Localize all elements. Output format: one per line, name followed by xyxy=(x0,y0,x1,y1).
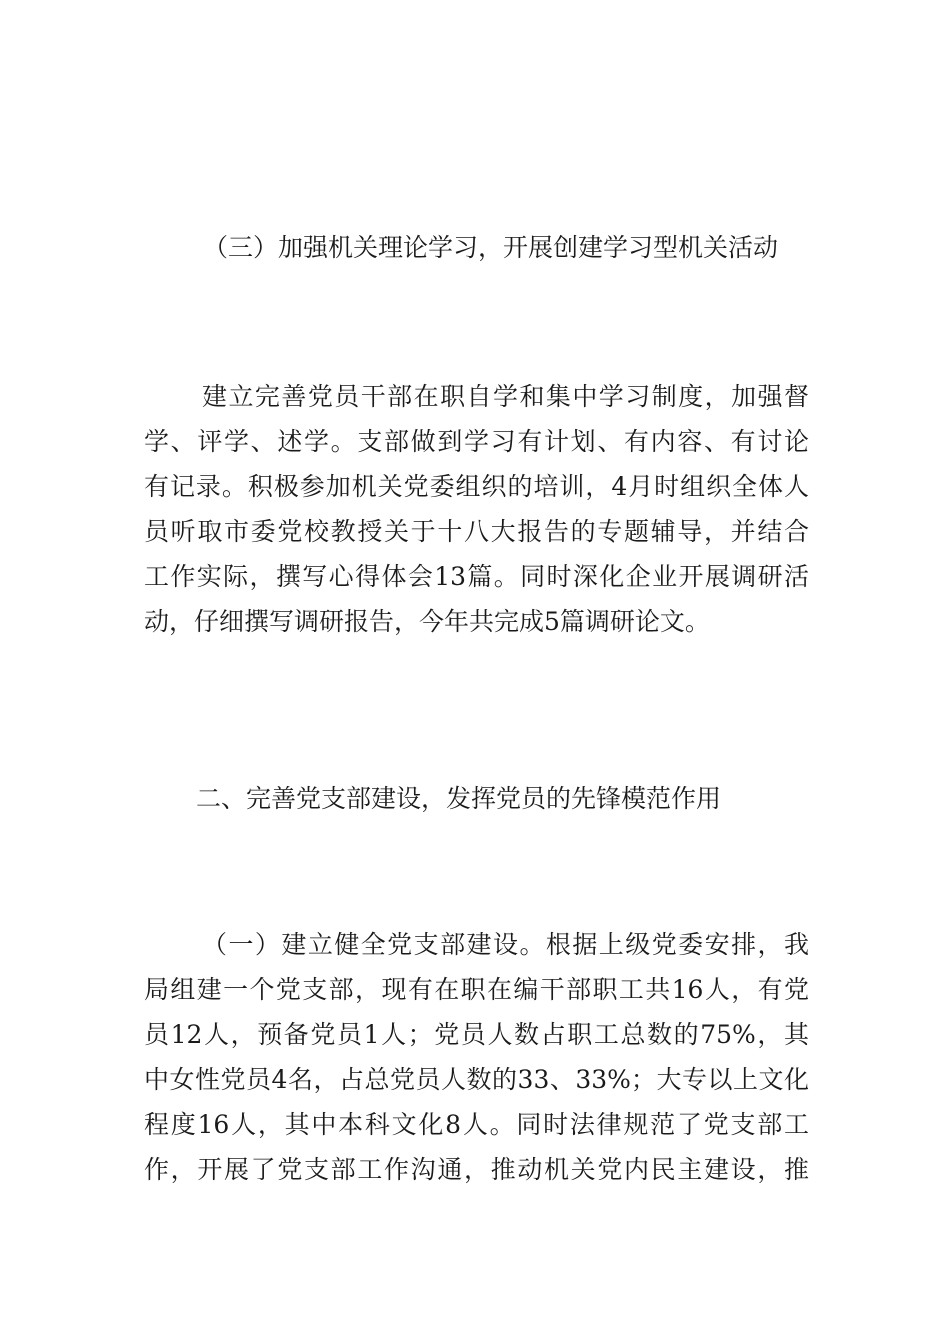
paragraph-line: 中女性党员4名，占总党员人数的33、33%；大专以上文化 xyxy=(144,1065,809,1094)
paragraph-line: 局组建一个党支部，现有在职在编干部职工共16人，有党 xyxy=(144,975,809,1004)
paragraph-line: 学、评学、述学。支部做到学习有计划、有内容、有讨论 xyxy=(144,427,809,456)
paragraph-theory-study xyxy=(144,382,809,652)
paragraph-line: 作，开展了党支部工作沟通，推动机关党内民主建设，推 xyxy=(144,1155,809,1184)
paragraph-line: （一）建立健全党支部建设。根据上级党委安排，我 xyxy=(202,930,809,959)
paragraph-line: 程度16人，其中本科文化8人。同时法律规范了党支部工 xyxy=(144,1110,809,1139)
paragraph-line: 建立完善党员干部在职自学和集中学习制度，加强督 xyxy=(202,382,809,411)
paragraph-line: 员听取市委党校教授关于十八大报告的专题辅导，并结合 xyxy=(144,517,809,546)
paragraph-line: 有记录。积极参加机关党委组织的培训，4月时组织全体人 xyxy=(144,472,809,501)
paragraph-line: 工作实际，撰写心得体会13篇。同时深化企业开展调研活 xyxy=(144,562,809,591)
section-heading-2: 二、完善党支部建设，发挥党员的先锋模范作用 xyxy=(196,784,722,813)
paragraph-line: 动，仔细撰写调研报告，今年共完成5篇调研论文。 xyxy=(144,607,710,636)
paragraph-line: 员12人，预备党员1人；党员人数占职工总数的75%，其 xyxy=(144,1020,809,1049)
paragraph-branch-building xyxy=(144,930,809,1200)
section-heading-3: （三）加强机关理论学习，开展创建学习型机关活动 xyxy=(203,233,779,262)
